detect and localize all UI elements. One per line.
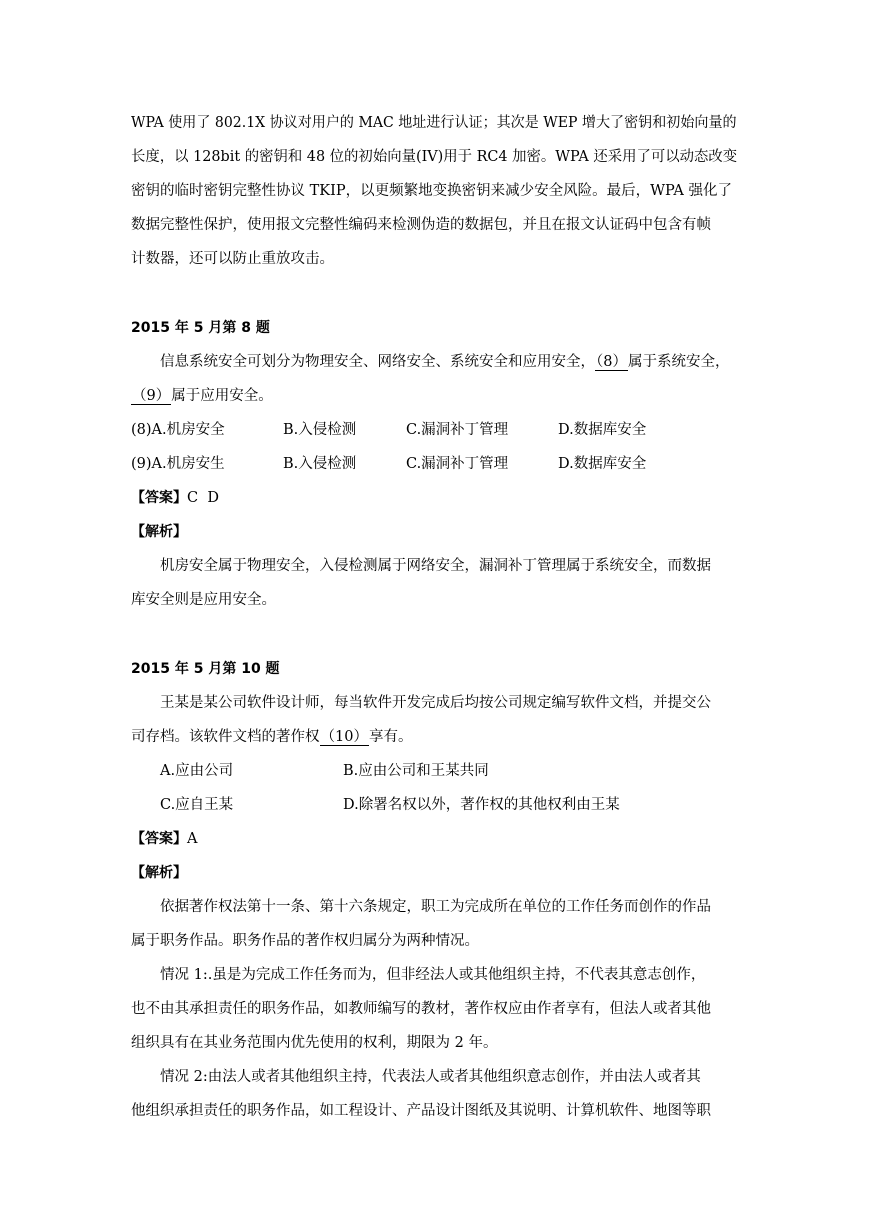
analysis-line: 属于职务作品。职务作品的著作权归属分为两种情况。	[131, 933, 479, 949]
answer-blank: （9）	[132, 388, 171, 404]
answer-label: 【答案】	[131, 490, 187, 506]
stem-text: 信息系统安全可划分为物理安全、网络安全、系统安全和应用安全，	[160, 354, 595, 370]
analysis-line: 库安全则是应用安全。	[131, 592, 276, 608]
paragraph-line: 计数器，还可以防止重放攻击。	[131, 251, 334, 267]
option-d: D.数据库安全	[558, 422, 647, 438]
option-c: C.应自王某	[160, 797, 234, 813]
option-d: D.数据库安全	[558, 456, 647, 472]
analysis-line: 机房安全属于物理安全，入侵检测属于网络安全，漏洞补丁管理属于系统安全，而数据	[160, 558, 711, 574]
answer-blank: （10）	[320, 729, 368, 745]
answer-label: 【答案】	[131, 831, 187, 847]
answer-value: A	[187, 831, 198, 847]
question-stem	[160, 352, 729, 372]
option-c: C.漏洞补丁管理	[406, 422, 509, 438]
paragraph-line: WPA 使用了 802.1X 协议对用户的 MAC 地址进行认证；其次是 WEP 增大了密钥和初始向量的	[131, 115, 737, 131]
option-a: (9)A.机房安生	[131, 456, 225, 472]
stem-text: 属于系统安全，	[627, 354, 730, 370]
question-heading: 2015 年 5 月第 8 题	[131, 320, 270, 336]
analysis-label: 【解析】	[131, 524, 187, 540]
paragraph-line: 长度，以 128bit 的密钥和 48 位的初始向量(IV)用于 RC4 加密。WPA 还采用了可以动态改变	[131, 149, 738, 165]
analysis-label: 【解析】	[131, 865, 187, 881]
paragraph-line: 密钥的临时密钥完整性协议 TKIP，以更频繁地变换密钥来减少安全风险。最后，WPA 强化了	[131, 183, 733, 199]
option-c: C.漏洞补丁管理	[406, 456, 509, 472]
question-stem	[131, 727, 412, 747]
analysis-line: 也不由其承担责任的职务作品，如教师编写的教材，著作权应由作者享有，但法人或者其他	[131, 1001, 711, 1017]
question-stem: 王某是某公司软件设计师，每当软件开发完成后均按公司规定编写软件文档，并提交公	[160, 695, 711, 711]
analysis-line: 情况 1:.虽是为完成工作任务而为，但非经法人或其他组织主持，不代表其意志创作，	[160, 967, 706, 983]
option-a: A.应由公司	[160, 763, 234, 779]
answer-blank: （8）	[596, 354, 627, 370]
answer-line	[131, 488, 219, 508]
analysis-line: 情况 2:由法人或者其他组织主持，代表法人或者其他组织意志创作，并由法人或者其	[160, 1069, 701, 1085]
stem-text: 属于应用安全。	[171, 388, 273, 404]
stem-text: 享有。	[368, 729, 413, 745]
option-a: (8)A.机房安全	[131, 422, 225, 438]
option-d: D.除署名权以外，著作权的其他权利由王某	[343, 797, 620, 813]
option-b: B.入侵检测	[283, 422, 357, 438]
question-heading: 2015 年 5 月第 10 题	[131, 661, 280, 677]
paragraph-line: 数据完整性保护，使用报文完整性编码来检测伪造的数据包，并且在报文认证码中包含有帧	[131, 217, 711, 233]
answer-value: C D	[187, 490, 219, 506]
analysis-line: 组织具有在其业务范围内优先使用的权利，期限为 2 年。	[131, 1035, 498, 1051]
stem-text: 司存档。该软件文档的著作权	[131, 729, 320, 745]
option-b: B.应由公司和王某共同	[343, 763, 489, 779]
analysis-line: 他组织承担责任的职务作品，如工程设计、产品设计图纸及其说明、计算机软件、地图等职	[131, 1103, 711, 1119]
question-stem	[131, 386, 273, 406]
analysis-line: 依据著作权法第十一条、第十六条规定，职工为完成所在单位的工作任务而创作的作品	[160, 899, 711, 915]
option-b: B.入侵检测	[283, 456, 357, 472]
answer-line	[131, 829, 197, 849]
